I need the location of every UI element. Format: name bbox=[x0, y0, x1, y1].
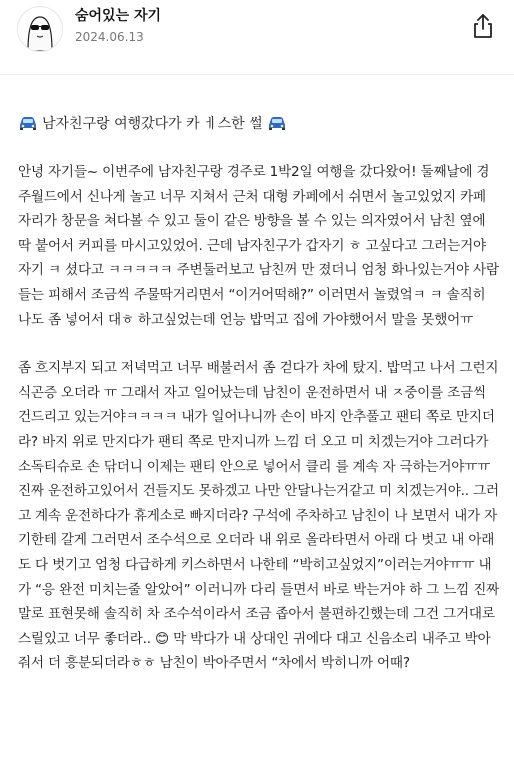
author-name: 숨어있는 자기 bbox=[75, 8, 162, 24]
ghost-avatar-icon bbox=[18, 7, 62, 51]
share-button[interactable] bbox=[470, 12, 496, 40]
post-paragraph: 안녕 자기들~ 이번주에 남자친구랑 경주로 1박2일 여행을 갔다왔어! 둘째날에 경주월드에서 신나게 놀고 너무 지쳐서 근처 대형 카페에서 쉬면서 놀고있었지 카페 자리가 창문을 쳐다볼 수 있고 둘이 같은 방향을 볼 수 있는 의자였어서 남친 옆에 딱 붙어서 커피를 마시고있었어. 근데 남자친구가 갑자기 ㅎ 고싶다고 그러는거야 자기 ㅋ 셨다고 ㅋㅋㅋㅋㅋ 주변둘러보고 남친꺼 만 졌더니 엄청 화나있는거야 사람들는 피해서 조금씩 주물딱거리면서 “이거어떡해?” 이러면서 놀렸엌ㅋ ㅋ 솔직히 나도 좀 넣어서 대ㅎ 하고싶었는데 언능 밥먹고 집에 가야했어서 말을 못했어ㅠ bbox=[18, 164, 499, 328]
post-paragraph: 좀 흐지부지 되고 저녁먹고 너무 배불러서 좀 걷다가 차에 탔지. 밥먹고 나서 그런지 식곤증 오더라 ㅠ 그래서 자고 일어났는데 남친이 운전하면서 내 ㅈ중이를 조금씩 건드리고 있는거야ㅋㅋㅋㅋ 내가 일어나니까 손이 바지 안추풀고 팬티 쪽로 만지더라? 바지 위로 만지다가 팬티 쪽로 만지니까 느낌 더 오고 미 치겠는거야 그러다가 소독티슈로 손 닦더니 이제는 팬티 안으로 넣어서 클리 를 계속 자 극하는거야ㅠㅠ 진짜 운전하고있어서 건들지도 못하겠고 나만 안달나는거같고 미 치겠는거야.. 그러고 계속 운전하다가 휴게소로 빠지더라? 구석에 주차하고 남친이 나 보면서 내가 자기한테 갈게 그러면서 조수석으로 오더라 내 위로 올라타면서 아래 다 벗고 내 아래도 다 벗기고 엄청 다급하게 키스하면서 나한테 “박히고싶었지”이러는거야ㅠㅠ 내가 “응 완전 미치는줄 알았어” 이러니까 다리 들면서 바로 박는거야 하 그 느낌 진짜 말로 표현못해 솔직히 차 조수석이라서 조금 좁아서 불편하긴했는데 그건 그거대로 스릴있고 너무 좋더라.. 😊 막 박다가 내 상대인 귀에다 대고 신음소리 내주고 박아줘서 더 흥분되더라ㅎㅎ 남친이 박아주면서 “차에서 박히니까 어때? bbox=[18, 360, 504, 672]
post-date: 2024.06.13 bbox=[75, 30, 144, 44]
post-title bbox=[18, 113, 500, 133]
car-icon bbox=[267, 115, 287, 131]
avatar[interactable] bbox=[17, 6, 63, 52]
post-header bbox=[0, 0, 514, 75]
share-icon bbox=[470, 12, 496, 40]
post-body bbox=[18, 113, 504, 700]
post-title-text: 남자친구랑 여행갔다가 카 ㅔ스한 썰 bbox=[42, 116, 263, 132]
car-icon bbox=[18, 115, 38, 131]
